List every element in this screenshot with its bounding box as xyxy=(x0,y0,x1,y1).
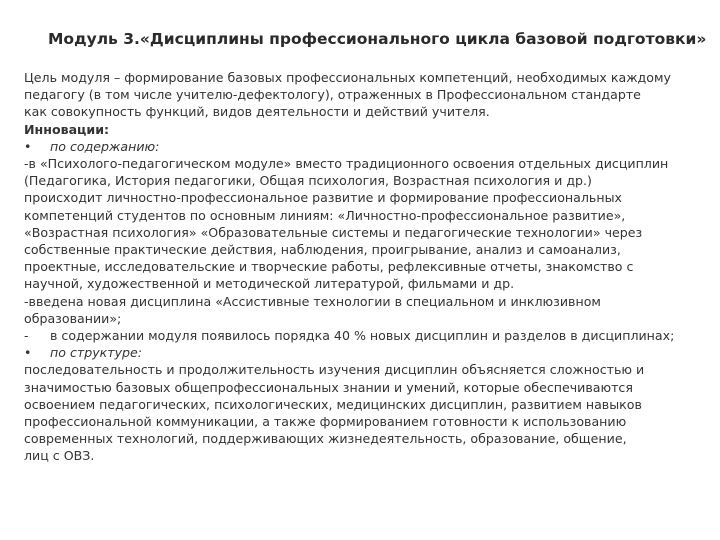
dash-icon: - xyxy=(24,328,29,344)
item-line: последовательность и продолжительность изучения дисциплин объясняется сложностью и xyxy=(24,362,645,378)
item-line: собственные практические действия, наблюдения, проигрывание, анализ и самоанализ, xyxy=(24,242,621,258)
item-line: лиц с ОВЗ. xyxy=(24,448,95,464)
by-content-label: по содержанию: xyxy=(50,138,160,154)
item-line: образовании»; xyxy=(24,310,122,326)
goal-line: Цель модуля – формирование базовых профессиональных компетенций, необходимых каждому xyxy=(24,70,671,85)
item-psych-module xyxy=(24,155,694,293)
item-text: в содержании модуля появилось порядка 40 % новых дисциплин и разделов в дисциплинах; xyxy=(50,328,675,344)
item-line: -в «Психолого-педагогическом модуле» вместо традиционного освоения отдельных дисциплин xyxy=(24,156,669,172)
item-assistive-tech xyxy=(24,293,694,327)
bullet-icon: • xyxy=(24,345,32,361)
item-line: проектные, исследовательские и творческие работы, рефлексивные отчеты, знакомство с xyxy=(24,259,634,275)
goal-line: педагогу (в том числе учителю-дефектологу), отраженных в Профессиональном стандарте xyxy=(24,87,641,103)
item-line: значимостью базовых общепрофессиональных знании и умений, которые обеспечиваются xyxy=(24,379,633,395)
item-sequence xyxy=(24,361,694,464)
item-line: научной, художественной и методической литературой, фильмами и др. xyxy=(24,276,515,292)
item-line: «Возрастная психология» «Образовательные системы и педагогические технологии» через xyxy=(24,224,643,240)
item-line: современных технологий, поддерживающих жизнедеятельность, образование, общение, xyxy=(24,431,627,447)
slide-body xyxy=(24,69,694,465)
by-structure-label: по структуре: xyxy=(50,345,143,361)
item-line: (Педагогика, История педагогики, Общая психология, Возрастная психология и др.) xyxy=(24,173,592,189)
slide-title: Модуль 3.«Дисциплины профессионального цикла базовой подготовки» xyxy=(48,30,707,48)
innovations-heading-text: Инновации: xyxy=(24,121,110,137)
item-line: компетенций студентов по основным линиям: «Личностно-профессиональное развитие», xyxy=(24,207,626,223)
item-new-disciplines xyxy=(24,327,694,344)
by-content-bullet xyxy=(24,138,694,155)
goal-line: как совокупность функций, видов деятельности и действий учителя. xyxy=(24,104,490,120)
goal-paragraph xyxy=(24,69,694,121)
item-line: профессиональной коммуникации, а также формированием готовности к использованию xyxy=(24,414,627,430)
bullet-icon: • xyxy=(24,138,32,154)
item-line: освоением педагогических, психологических, медицинских дисциплин, развитием навыков xyxy=(24,396,642,412)
innovations-heading xyxy=(24,121,694,138)
item-line: -введена новая дисциплина «Ассистивные технологии в специальном и инклюзивном xyxy=(24,293,601,309)
by-structure-bullet xyxy=(24,344,694,361)
item-line: происходит личностно-профессиональное развитие и формирование профессиональных xyxy=(24,190,622,206)
